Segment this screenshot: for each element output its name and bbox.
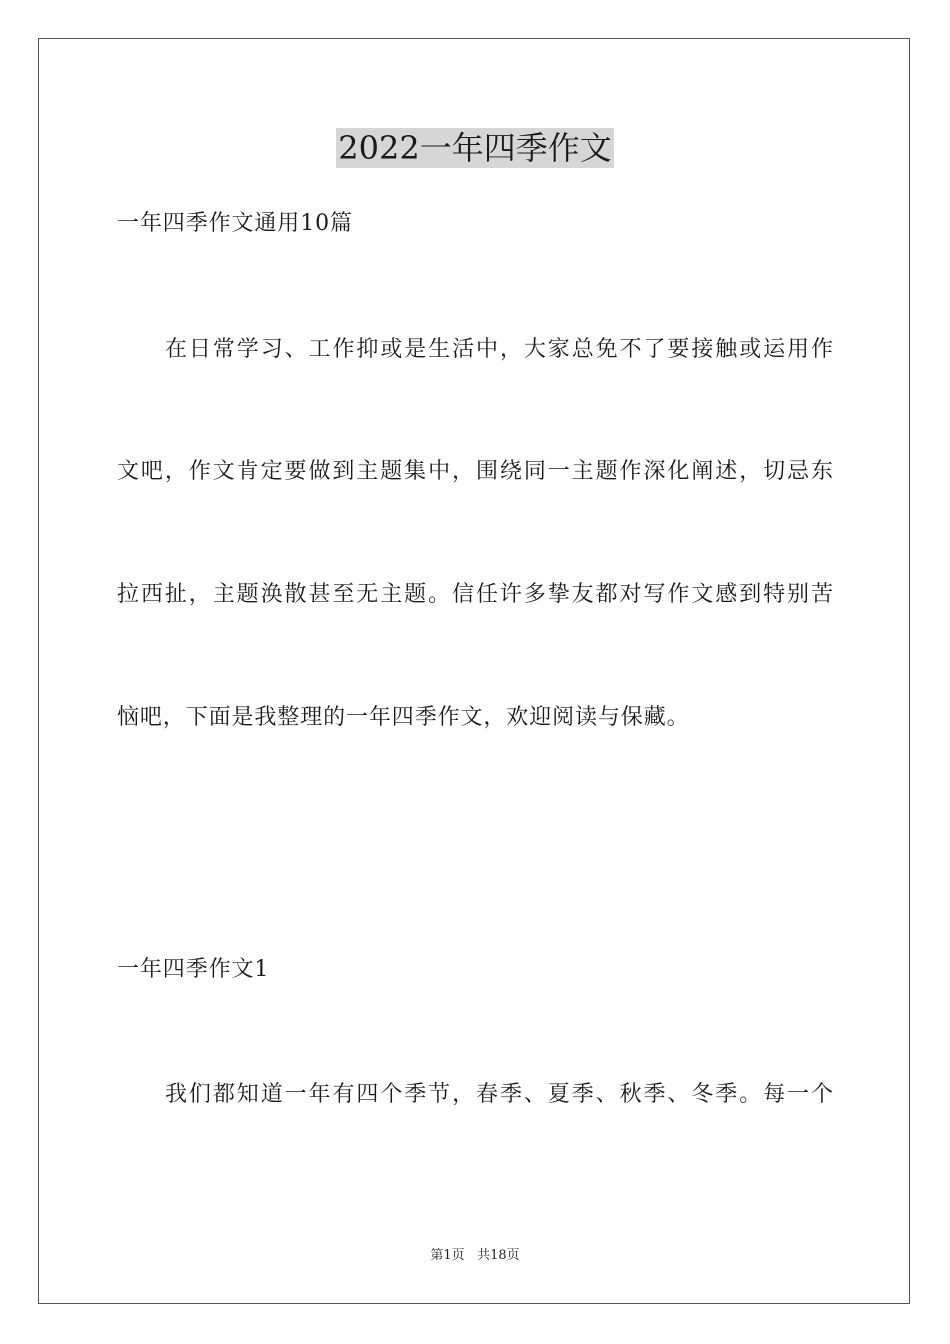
intro-line-1: 在日常学习、工作抑或是生活中，大家总免不了要接触或运用作 <box>165 337 833 362</box>
page-number-label: 第1页 <box>430 1248 465 1263</box>
document-subtitle: 一年四季作文通用10篇 <box>117 211 353 236</box>
section-line-1: 我们都知道一年有四个季节，春季、夏季、秋季、冬季。每一个 <box>165 1082 833 1107</box>
total-pages-label: 共18页 <box>477 1248 520 1263</box>
intro-line-4: 恼吧，下面是我整理的一年四季作文，欢迎阅读与保藏。 <box>117 705 690 730</box>
section-heading: 一年四季作文1 <box>117 957 270 982</box>
intro-line-3: 拉西扯，主题涣散甚至无主题。信任许多挚友都对写作文感到特别苦 <box>117 582 833 607</box>
page-footer <box>0 1246 950 1266</box>
document-title-text: 2022一年四季作文 <box>338 129 612 167</box>
document-title <box>0 128 950 174</box>
footer-separator <box>465 1248 477 1263</box>
intro-line-2: 文吧，作文肯定要做到主题集中，围绕同一主题作深化阐述，切忌东 <box>117 459 833 484</box>
